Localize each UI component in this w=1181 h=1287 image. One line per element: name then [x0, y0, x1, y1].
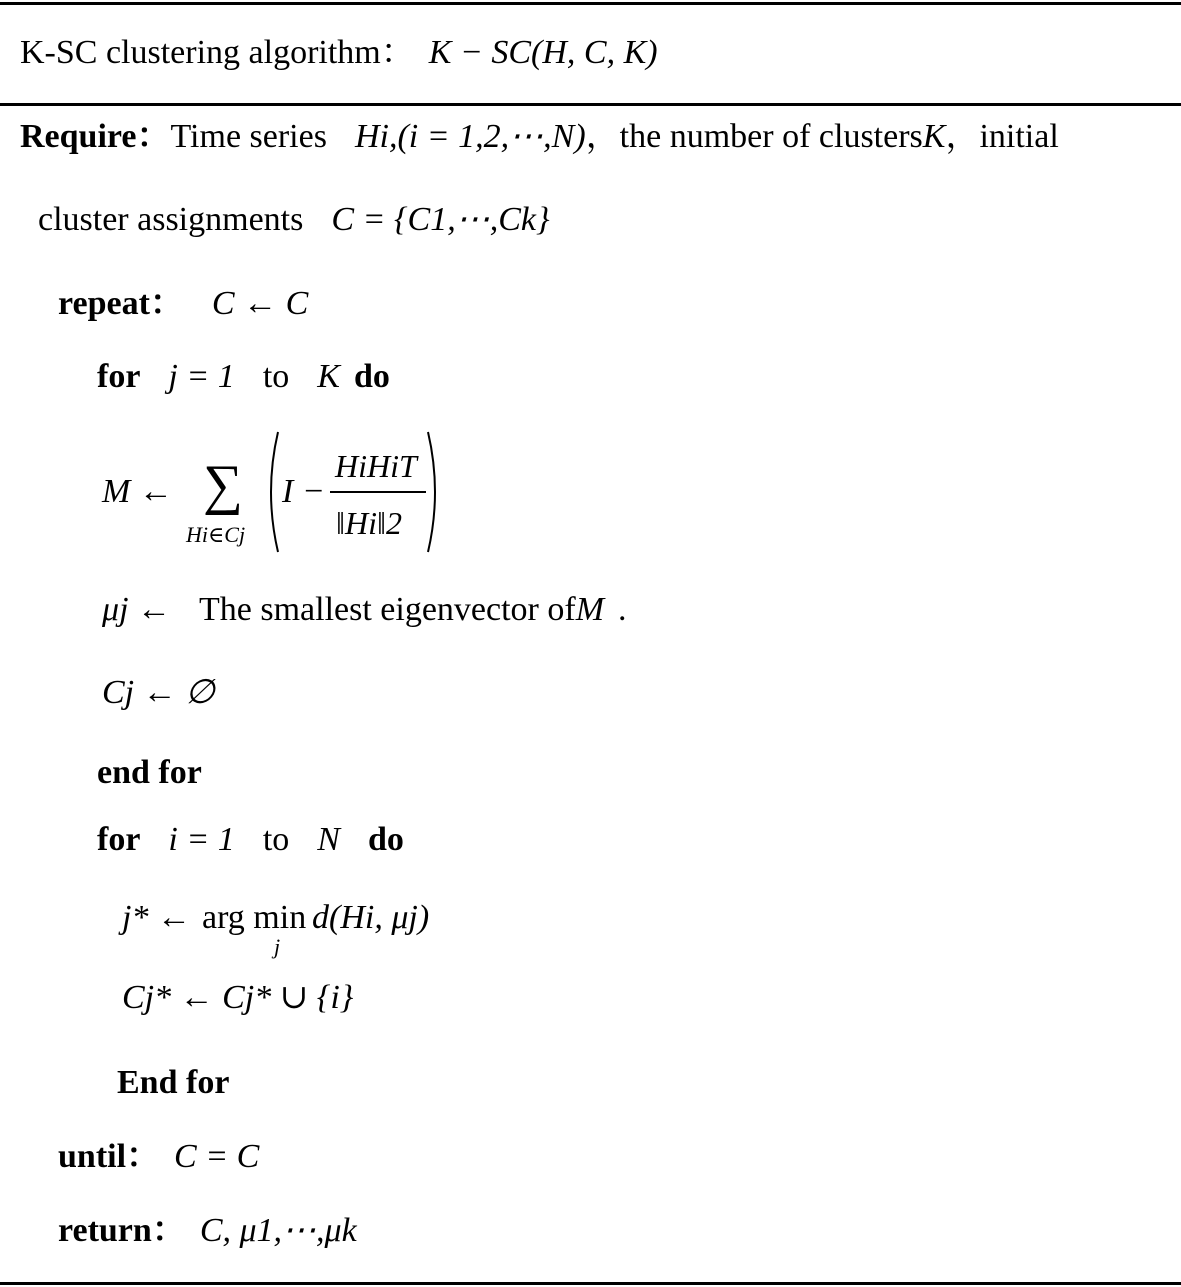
bottom-rule: [0, 1282, 1181, 1285]
for1-math-1: j = 1: [168, 358, 235, 395]
repeat-math: C ← C: [211, 285, 309, 322]
mu-update-lhs: μj ←: [102, 591, 172, 628]
require-text-3: ，initial: [945, 118, 1059, 155]
mu-update-end: .: [618, 591, 627, 628]
header-label: K-SC clustering algorithm：: [20, 34, 415, 71]
return-keyword: return: [58, 1212, 152, 1249]
assign-op-sub: j: [274, 934, 281, 959]
algorithm-header: [20, 33, 658, 73]
assign-lhs: j* ←: [122, 899, 191, 936]
mu-update-text: The smallest eigenvector of: [199, 591, 576, 628]
until-line: [58, 1137, 259, 1177]
assign-op: arg min: [202, 899, 307, 936]
require-keyword: Require: [20, 118, 137, 155]
for2-math-2: N: [317, 821, 340, 858]
union-line: [122, 978, 353, 1018]
return-sep: ：: [151, 1212, 186, 1249]
header-signature: K − SC(H, C, K): [428, 34, 658, 71]
fraction-bar: [330, 491, 426, 493]
require-math-3: C = {C1,⋯,Ck}: [331, 201, 550, 238]
c-reset-math: Cj ← ∅: [102, 674, 215, 711]
end-for-1: end for: [97, 754, 202, 791]
for1-keyword: for: [97, 358, 141, 395]
repeat-sep: ：: [149, 285, 184, 322]
until-sep: ：: [126, 1138, 161, 1175]
top-rule: [0, 2, 1181, 5]
m-update-lhs: M ←: [102, 473, 173, 510]
return-line: [58, 1211, 357, 1251]
sum-subscript: Hi∈Cj: [186, 522, 246, 547]
for2-math-1: i = 1: [168, 821, 235, 858]
require-math-1: Hi,(i = 1,2,⋯,N): [354, 118, 586, 155]
assign-rhs: d(Hi, μj): [312, 899, 430, 936]
header-rule: [0, 103, 1181, 106]
until-math: C = C: [174, 1138, 260, 1175]
repeat-line: [58, 284, 308, 324]
require-text-2: ，the number of clusters: [585, 118, 923, 155]
require-math-2: K: [922, 118, 946, 155]
for1-math-2: K: [317, 358, 340, 395]
until-keyword: until: [58, 1138, 127, 1175]
require-line-1: [20, 117, 1059, 157]
c-reset-line: [102, 673, 215, 713]
for-line-1: [97, 357, 390, 397]
union-math: Cj* ← Cj* ∪ {i}: [122, 979, 354, 1016]
repeat-keyword: repeat: [58, 285, 150, 322]
left-big-paren: [262, 430, 282, 554]
for2-do: do: [367, 821, 404, 858]
for2-to: to: [262, 821, 290, 858]
fraction-numerator: HiHiT: [335, 448, 417, 484]
sum-symbol: ∑: [203, 454, 243, 516]
right-big-paren: [424, 430, 444, 554]
for1-do: do: [353, 358, 390, 395]
require-text-4: cluster assignments: [38, 201, 304, 238]
return-math: C, μ1,⋯,μk: [199, 1212, 357, 1249]
require-line-2: [38, 200, 550, 240]
mu-update-line: [102, 590, 627, 630]
for1-to: to: [262, 358, 290, 395]
end-for-2: End for: [117, 1064, 230, 1101]
for2-keyword: for: [97, 821, 141, 858]
require-sep: ：: [136, 118, 171, 155]
require-text-1: Time series: [170, 118, 327, 155]
mu-update-math: M: [575, 591, 605, 628]
fraction-denominator: ‖Hi‖2: [336, 505, 402, 541]
for-line-2: [97, 820, 404, 860]
identity-minus: I −: [282, 473, 325, 510]
